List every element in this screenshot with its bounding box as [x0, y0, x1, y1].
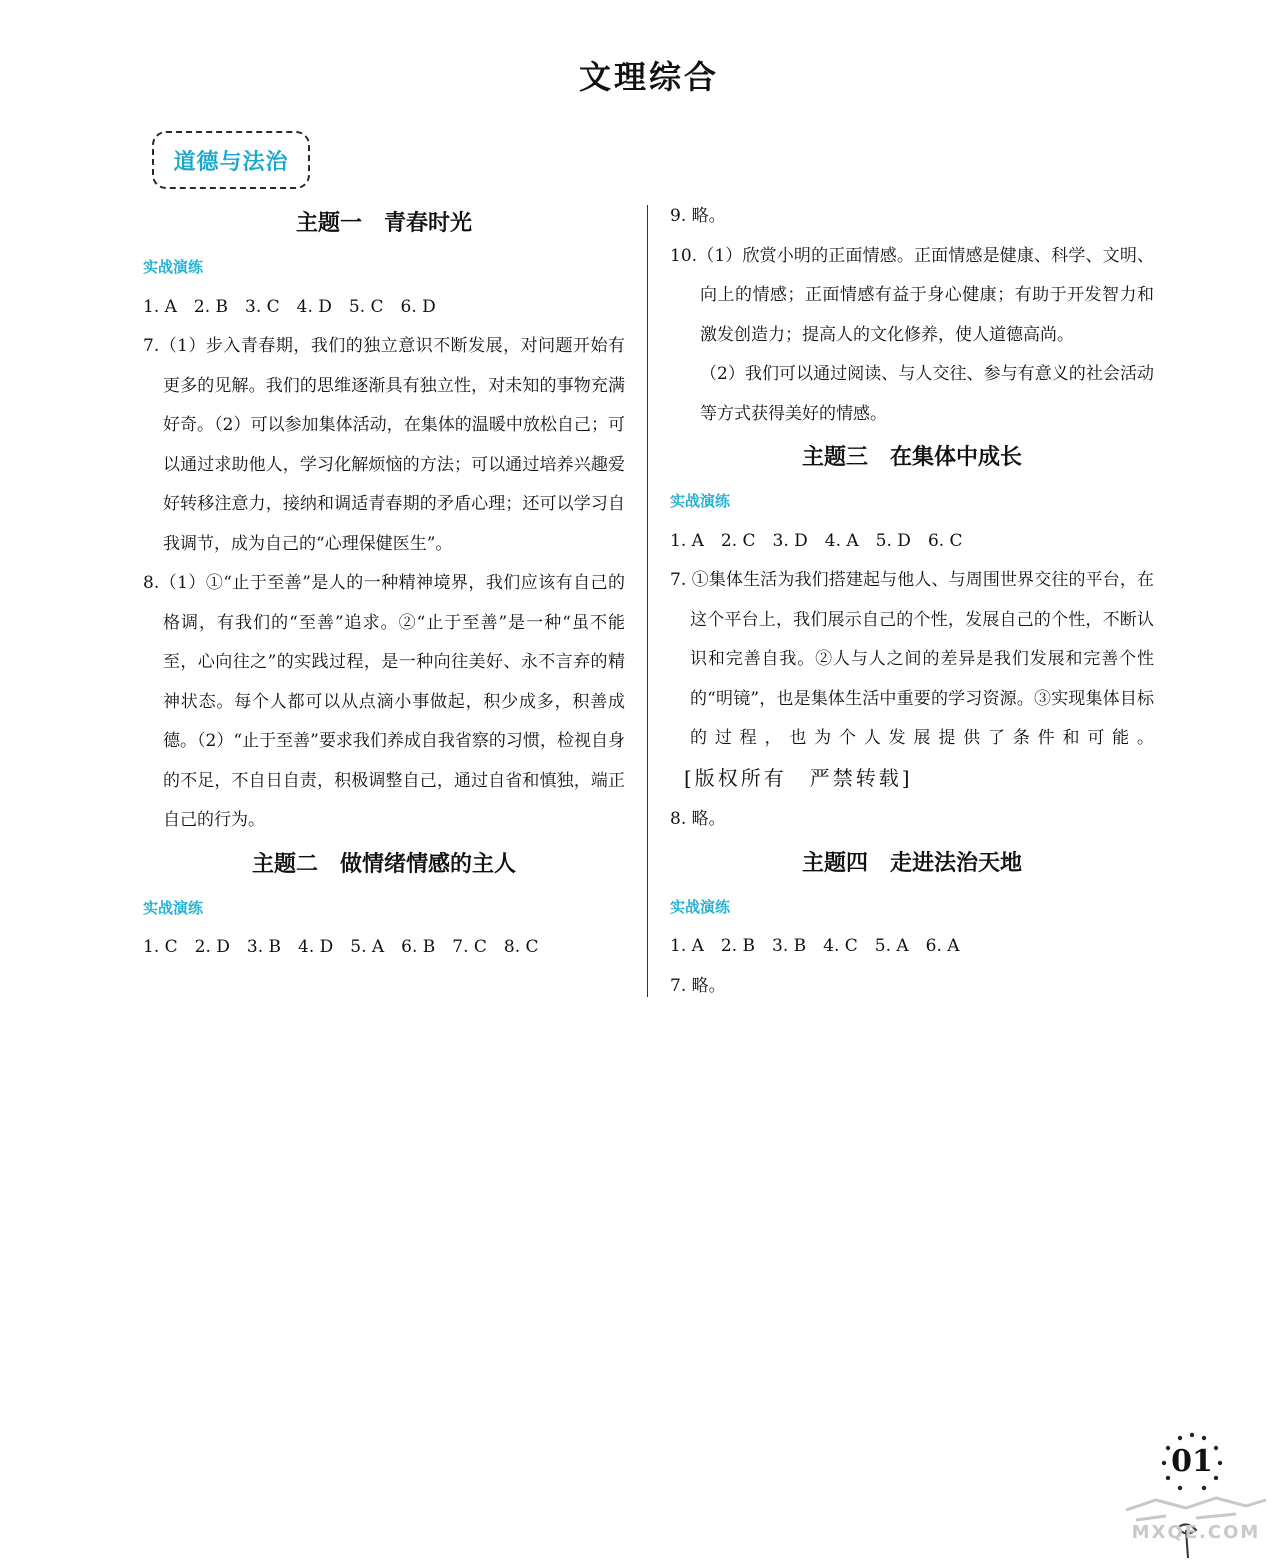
topic-1-answer-7: 7.（1）步入青春期，我们的独立意识不断发展，对问题开始有更多的见解。我们的思维逐渐具有独立性，对未知的事物充满好奇。（2）可以参加集体活动，在集体的温暖中放松自己；可以通过求助他人，学习化解烦恼的方法；可以通过培养兴趣爱好转移注意力，接纳和调适青春期的矛盾心理；还可以学习自我调节，成为自己的“心理保健医生”。: [143, 336, 625, 554]
topic-2-answer-10-part-2: （2）我们可以通过阅读、与人交往、参与有意义的社会活动等方式获得美好的情感。: [700, 364, 1154, 424]
topic-3-heading: 主题三 在集体中成长: [801, 445, 1022, 470]
topic-3-answer-8: 8. 略。: [670, 809, 726, 829]
column-divider: [647, 205, 648, 997]
topic-2-answer-10-part-1: 10.（1）欣赏小明的正面情感。正面情感是健康、科学、文明、向上的情感；正面情感有益于身心健康；有助于开发智力和激发创造力；提高人的文化修养，使人道德高尚。: [670, 245, 1154, 345]
copyright-notice: [版权所有 严禁转载]: [684, 765, 913, 790]
page-number: 01: [1171, 1444, 1213, 1479]
right-column: [670, 197, 1154, 1006]
practice-label: 实战演练: [143, 258, 204, 276]
topic-2-heading: 主题二 做情绪情感的主人: [251, 851, 516, 877]
topic-3-choice-answers: 1. A 2. C 3. D 4. A 5. D 6. C: [670, 530, 963, 551]
topic-4-answer-7: 7. 略。: [670, 975, 726, 996]
topic-2-choice-answers: 1. C 2. D 3. B 4. D 5. A 6. B 7. C 8. C: [143, 937, 539, 957]
topic-1-heading: 主题一 青春时光: [295, 211, 472, 236]
subject-tag: 道德与法治: [152, 131, 310, 189]
watermark-logo-icon: [1116, 1480, 1272, 1560]
topic-3-answer-7-text: 7. ①集体生活为我们搭建起与他人、与周围世界交往的平台，在这个平台上，我们展示自己的个性，发展自己的个性，不断认识和完善自我。②人与人之间的差异是我们发展和完善个性的“明镜”，也是集体生活中重要的学习资源。③实现集体目标的过程，也为个人发展提供了条件和可能。: [670, 570, 1154, 748]
practice-label: 实战演练: [143, 898, 204, 917]
topic-4-heading: 主题四 走进法治天地: [801, 850, 1022, 876]
topic-3-answer-7: [670, 561, 1154, 800]
watermark-text: MXQE.COM: [1131, 1522, 1261, 1543]
practice-label: 实战演练: [670, 897, 731, 916]
topic-1-answer-8: 8.（1）①“止于至善”是人的一种精神境界，我们应该有自己的格调，有我们的“至善”追求。②“止于至善”是一种“虽不能至，心向往之”的实践过程，是一种向往美好、永不言弃的精神状态。每个人都可以从点滴小事做起，积少成多，积善成德。（2）“止于至善”要求我们养成自我省察的习惯，检视自身的不足，不自日自责，积极调整自己，通过自省和慎独，端正自己的行为。: [143, 573, 625, 830]
topic-4-choice-answers: 1. A 2. B 3. B 4. C 5. A 6. A: [670, 936, 960, 956]
page-title: 文理综合: [578, 58, 719, 96]
left-column: [143, 200, 625, 968]
topic-2-answer-9: 9. 略。: [670, 206, 726, 226]
topic-1-choice-answers: 1. A 2. B 3. C 4. D 5. C 6. D: [143, 296, 436, 317]
practice-label: 实战演练: [670, 492, 731, 510]
